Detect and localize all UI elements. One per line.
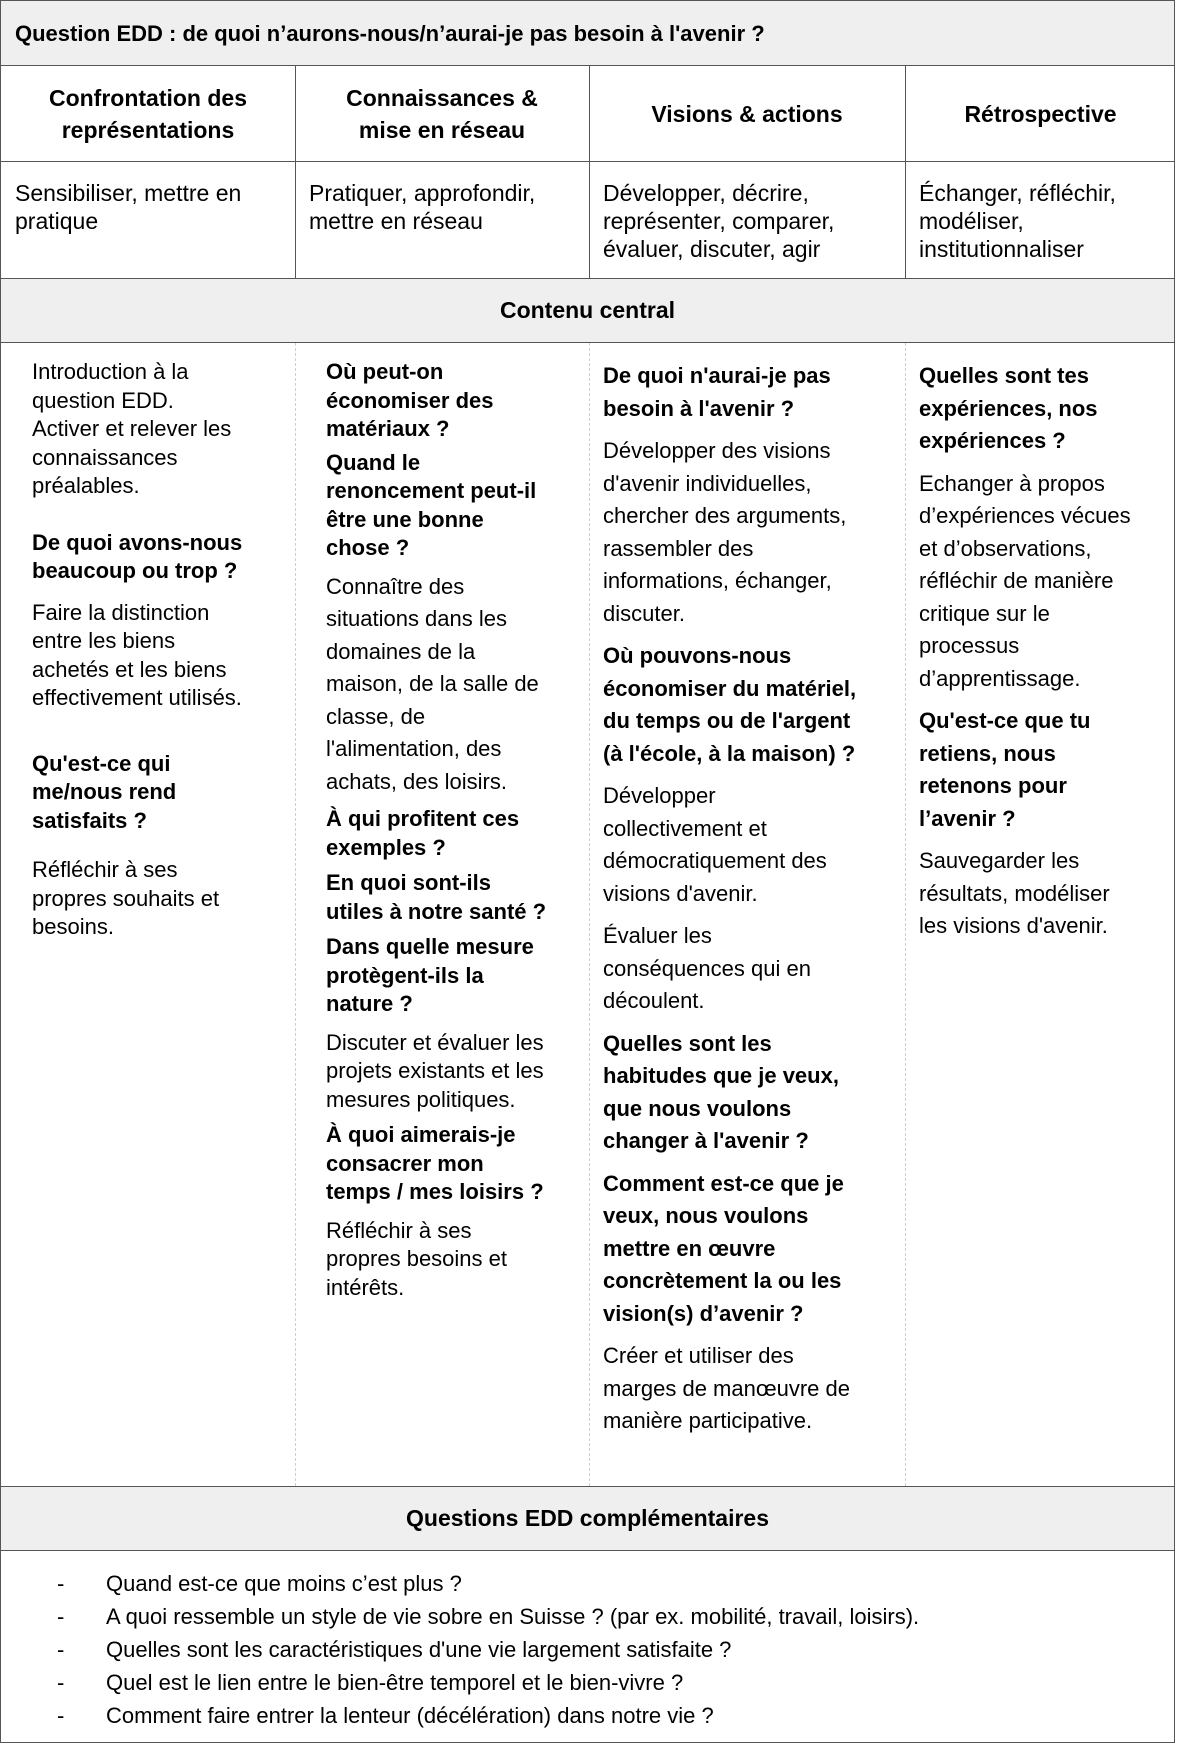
intro-text: Introduction à la question EDD. Activer et relever les connaissances préalables. (32, 359, 232, 498)
content-column-connaissances (295, 343, 589, 1486)
guiding-question: Qu'est-ce qui me/nous rend satisfaits ? (32, 750, 177, 833)
verbs-line: Développer, décrire, (603, 180, 809, 206)
content-column-confrontation (1, 343, 295, 1486)
activity-text: Créer et utiliser des marges de manœuvre de manière participative. (603, 1343, 850, 1433)
column-divider (295, 66, 296, 161)
question-text: A quoi ressemble un style de vie sobre en Suisse ? (par ex. mobilité, travail, loisirs). (106, 1604, 920, 1629)
column-divider (905, 343, 907, 1486)
list-item (57, 1567, 919, 1600)
table-title: Question EDD : de quoi n’aurons-nous/n’aurai-je pas besoin à l'avenir ? (15, 21, 765, 46)
column-divider (589, 162, 590, 278)
activity-text: Réfléchir à ses propres souhaits et besoins. (32, 857, 220, 939)
central-content-row (1, 343, 1174, 1487)
content-column-retrospective (905, 343, 1176, 1486)
list-item (57, 1600, 919, 1633)
verbs-line: évaluer, discuter, agir (603, 236, 821, 262)
verbs-line: représenter, comparer, (603, 208, 835, 234)
column-divider (295, 343, 297, 1486)
verbs-line: pratique (15, 208, 99, 234)
phase-header-confrontation (1, 66, 295, 161)
question-text: Quelles sont les caractéristiques d'une vie largement satisfaite ? (106, 1637, 732, 1662)
phase-name-line: Rétrospective (964, 100, 1117, 127)
column-divider (295, 162, 296, 278)
question-text: Quand est-ce que moins c’est plus ? (106, 1571, 462, 1596)
guiding-question: Quelles sont tes expériences, nos expériences ? (919, 363, 1098, 453)
guiding-question: De quoi avons-nous beaucoup ou trop ? (32, 529, 243, 583)
guiding-question: Comment est-ce que je veux, nous voulons mettre en œuvre concrètement la ou les vision(s) d’avenir ? (603, 1170, 844, 1326)
guiding-question: Dans quelle mesure protègent-ils la nature ? (326, 934, 534, 1016)
list-item (57, 1666, 919, 1699)
list-item (57, 1633, 919, 1666)
activity-text: Sauvegarder les résultats, modéliser les visions d'avenir. (919, 848, 1110, 938)
phase-name-line: Confrontation des (48, 84, 248, 111)
list-item (57, 1699, 919, 1732)
bullet-dash: - (57, 1571, 65, 1596)
content-column-visions (589, 343, 905, 1486)
bullet-dash: - (57, 1637, 65, 1662)
activity-text: Réfléchir à ses propres besoins et intérêts. (326, 1217, 507, 1300)
verbs-line: mettre en réseau (309, 208, 483, 234)
phase-verbs-visions (589, 162, 905, 278)
guiding-question: Quand le renoncement peut-il être une bonne chose ? (326, 449, 537, 560)
phase-header-retrospective (905, 66, 1176, 161)
activity-text: Développer des visions d'avenir individuelles, chercher des arguments, rassembler des informations, échanger, discuter. (603, 438, 847, 626)
guiding-question: À qui profitent ces exemples ? (326, 806, 520, 860)
column-divider (905, 162, 906, 278)
central-content-heading: Contenu central (1, 279, 1174, 343)
complementary-questions-list (57, 1567, 919, 1732)
phase-verbs-connaissances (295, 162, 589, 278)
guiding-question: Où peut-on économiser des matériaux ? (326, 359, 494, 441)
activity-text: Développer collectivement et démocratiquement des visions d'avenir. (603, 783, 827, 906)
phase-name-line: mise en réseau (358, 116, 526, 143)
guiding-question: Quelles sont les habitudes que je veux, que nous voulons changer à l'avenir ? (603, 1030, 839, 1153)
phase-header-row (1, 66, 1174, 162)
phase-name-line: représentations (61, 116, 235, 143)
phase-header-connaissances (295, 66, 589, 161)
phase-verbs-row (1, 162, 1174, 279)
guiding-question: À quoi aimerais-je consacrer mon temps / mes loisirs ? (326, 1122, 544, 1204)
activity-text: Évaluer les conséquences qui en découlent. (603, 923, 811, 1013)
bullet-dash: - (57, 1703, 65, 1728)
phase-name-line: Visions & actions (651, 100, 843, 127)
verbs-line: institutionnaliser (919, 236, 1084, 262)
guiding-question: En quoi sont-ils utiles à notre santé ? (326, 870, 547, 924)
bullet-dash: - (57, 1670, 65, 1695)
question-text: Quel est le lien entre le bien-être temporel et le bien-vivre ? (106, 1670, 684, 1695)
question-text: Comment faire entrer la lenteur (décélération) dans notre vie ? (106, 1703, 714, 1728)
guiding-question: Où pouvons-nous économiser du matériel, du temps ou de l'argent (à l'école, à la maison) ? (603, 643, 857, 766)
guiding-question: Qu'est-ce que tu retiens, nous retenons pour l’avenir ? (919, 708, 1091, 831)
phase-header-visions (589, 66, 905, 161)
verbs-line: Pratiquer, approfondir, (309, 180, 536, 206)
phase-name-line: Connaissances & (346, 84, 538, 111)
column-divider (905, 66, 906, 161)
guiding-question: De quoi n'aurai-je pas besoin à l'avenir ? (603, 363, 831, 421)
column-divider (589, 343, 591, 1486)
title-row (1, 1, 1174, 66)
phase-verbs-retrospective (905, 162, 1176, 278)
activity-text: Faire la distinction entre les biens achetés et les biens effectivement utilisés. (32, 599, 242, 710)
verbs-line: modéliser, (919, 208, 1024, 234)
activity-text: Echanger à propos d’expériences vécues et d’observations, réfléchir de manière critique sur le processus d’apprentissage. (919, 470, 1131, 691)
complementary-questions-heading: Questions EDD complémentaires (1, 1487, 1174, 1551)
bullet-dash: - (57, 1604, 65, 1629)
verbs-line: Échanger, réfléchir, (919, 180, 1116, 206)
activity-text: Discuter et évaluer les projets existants et les mesures politiques. (326, 1029, 544, 1112)
column-divider (589, 66, 590, 161)
activity-text: Connaître des situations dans les domaines de la maison, de la salle de classe, de l'alimentation, des achats, des loisirs. (326, 573, 539, 794)
verbs-line: Sensibiliser, mettre en (15, 180, 242, 206)
complementary-questions-row (1, 1551, 1174, 1743)
phase-verbs-confrontation (1, 162, 295, 278)
